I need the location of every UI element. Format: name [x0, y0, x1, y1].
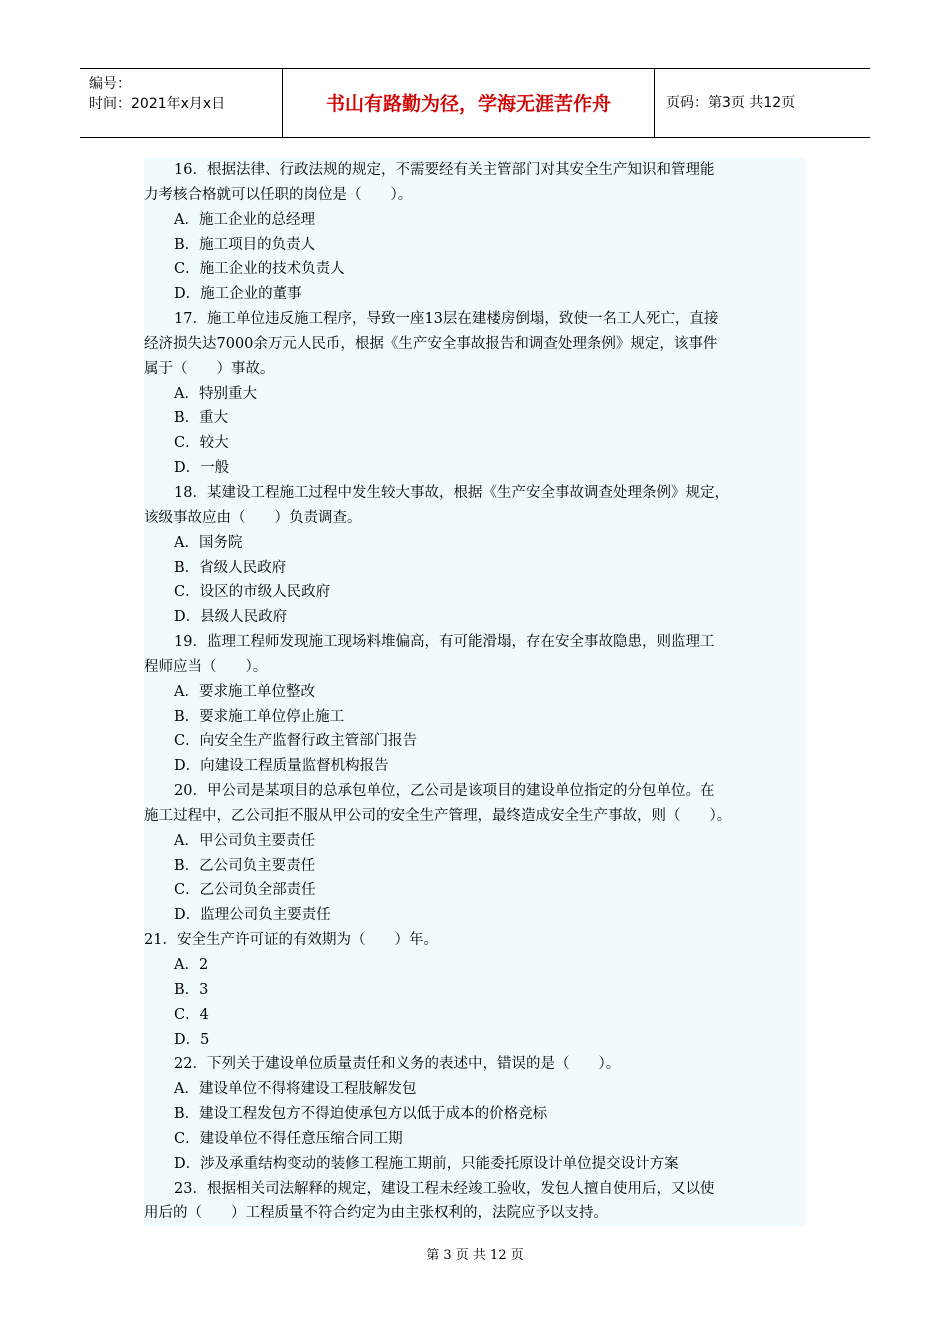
- text-line: 17．施工单位违反施工程序，导致一座13层在建楼房倒塌，致使一名工人死亡，直接: [174, 311, 719, 328]
- text-line: 23．根据相关司法解释的规定，建设工程未经竣工验收，发包人擅自使用后，又以使: [174, 1180, 715, 1197]
- page-header: [80, 68, 870, 138]
- text-line: D．5: [174, 1031, 210, 1048]
- text-line: A．甲公司负主要责任: [174, 832, 315, 849]
- header-motto-cell: [283, 69, 655, 137]
- text-line: C．向安全生产监督行政主管部门报告: [174, 733, 418, 750]
- text-line: 程师应当（ ）。: [144, 658, 268, 675]
- text-line: C．较大: [174, 435, 229, 452]
- text-line: A．特别重大: [174, 385, 257, 402]
- header-motto: 书山有路勤为径，学海无涯苦作舟: [325, 93, 611, 115]
- text-line: A．2: [174, 957, 209, 973]
- text-line: D．涉及承重结构变动的装修工程施工期前，只能委托原设计单位提交设计方案: [174, 1155, 679, 1172]
- header-page-cell: [655, 69, 870, 137]
- document-date: 时间：2021年x月x日: [89, 96, 226, 112]
- page-footer: 第 3 页 共 12 页: [426, 1248, 524, 1263]
- text-line: A．国务院: [174, 534, 243, 551]
- text-line: A．要求施工单位整改: [174, 683, 315, 700]
- text-line: D．监理公司负主要责任: [174, 907, 331, 924]
- text-line: A．建设单位不得将建设工程肢解发包: [174, 1081, 417, 1098]
- text-line: B．建设工程发包方不得迫使承包方以低于成本的价格竞标: [174, 1106, 548, 1123]
- text-line: 力考核合格就可以任职的岗位是（ ）。: [144, 186, 413, 203]
- text-line: A．施工企业的总经理: [174, 211, 315, 228]
- text-line: B．施工项目的负责人: [174, 236, 316, 253]
- text-line: C．乙公司负全部责任: [174, 882, 316, 899]
- text-line: D．一般: [174, 460, 230, 477]
- text-line: C．施工企业的技术负责人: [174, 261, 345, 278]
- text-line: 经济损失达7000余万元人民币，根据《生产安全事故报告和调查处理条例》规定，该事件: [144, 335, 718, 352]
- header-page-info: 页码：第3页 共12页: [666, 95, 796, 111]
- text-line: B．乙公司负主要责任: [174, 857, 316, 874]
- text-line: 用后的（ ）工程质量不符合约定为由主张权利的，法院应予以支持。: [144, 1205, 608, 1222]
- text-line: B．重大: [174, 410, 229, 427]
- text-line: 施工过程中，乙公司拒不服从甲公司的安全生产管理，最终造成安全生产事故，则（ ）。: [144, 807, 732, 824]
- text-line: 21．安全生产许可证的有效期为（ ）年。: [144, 932, 438, 949]
- text-line: 18．某建设工程施工过程中发生较大事故，根据《生产安全事故调查处理条例》规定，: [174, 484, 729, 501]
- text-line: B．省级人民政府: [174, 559, 287, 576]
- text-line: 属于（ ）事故。: [144, 360, 275, 377]
- text-line: D．向建设工程质量监督机构报告: [174, 758, 389, 775]
- header-meta-cell: [80, 69, 283, 137]
- text-line: C．建设单位不得任意压缩合同工期: [174, 1130, 403, 1147]
- text-line: D．施工企业的董事: [174, 286, 302, 303]
- text-line: C．4: [174, 1006, 209, 1023]
- text-line: 16．根据法律、行政法规的规定，不需要经有关主管部门对其安全生产知识和管理能: [174, 162, 715, 178]
- text-line: C．设区的市级人民政府: [174, 584, 331, 601]
- text-line: 19．监理工程师发现施工现场料堆偏高，有可能滑塌，存在安全事故隐患，则监理工: [174, 634, 715, 651]
- text-line: 20．甲公司是某项目的总承包单位，乙公司是该项目的建设单位指定的分包单位。在: [174, 783, 715, 800]
- document-number-label: 编号：: [89, 76, 131, 92]
- text-line: B．要求施工单位停止施工: [174, 708, 345, 725]
- question-content: [144, 158, 806, 1226]
- text-line: 22．下列关于建设单位质量责任和义务的表述中，错误的是（ ）。: [174, 1056, 621, 1073]
- text-line: D．县级人民政府: [174, 609, 288, 626]
- text-line: B．3: [174, 981, 209, 998]
- text-line: 该级事故应由（ ）负责调查。: [144, 509, 362, 526]
